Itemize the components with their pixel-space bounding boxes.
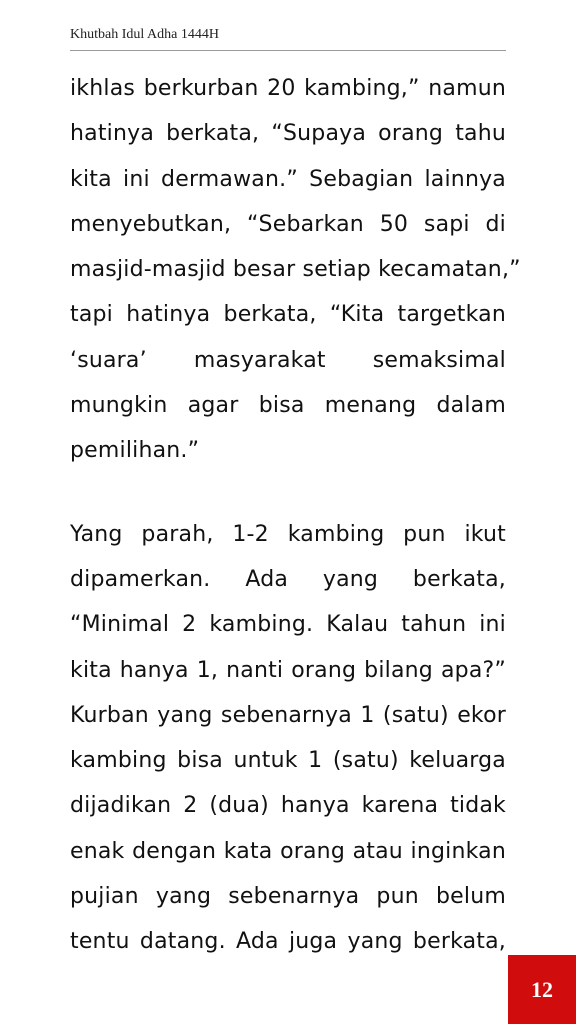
running-header-title: Khutbah Idul Adha 1444H bbox=[70, 27, 219, 42]
text-line: enak dengan kata orang atau inginkan bbox=[70, 838, 506, 864]
text-line: masjid-masjid besar setiap kecamatan,” bbox=[70, 257, 521, 283]
text-line: dijadikan 2 (dua) hanya karena tidak bbox=[70, 793, 506, 819]
running-header bbox=[70, 26, 506, 51]
text-line: Kurban yang sebenarnya 1 (satu) ekor bbox=[70, 702, 506, 728]
paragraph bbox=[70, 66, 521, 474]
text-line: kita hanya 1, nanti orang bilang apa?” bbox=[70, 657, 506, 683]
body-text bbox=[70, 66, 521, 965]
text-line: ikhlas berkurban 20 kambing,” namun bbox=[70, 76, 506, 101]
text-line: pemilihan.” bbox=[70, 438, 200, 464]
text-line: hatinya berkata, “Supaya orang tahu bbox=[70, 121, 506, 147]
text-line: kambing bisa untuk 1 (satu) keluarga bbox=[70, 748, 506, 774]
page-number: 12 bbox=[531, 976, 553, 1002]
text-line: kita ini dermawan.” Sebagian lainnya bbox=[70, 166, 506, 192]
text-line: tapi hatinya berkata, “Kita targetkan bbox=[70, 302, 506, 328]
text-line: menyebutkan, “Sebarkan 50 sapi di bbox=[70, 211, 506, 237]
text-line: mungkin agar bisa menang dalam bbox=[70, 393, 506, 419]
page-number-badge bbox=[508, 955, 576, 1024]
paragraph bbox=[70, 512, 506, 965]
text-line: pujian yang sebenarnya pun belum bbox=[70, 884, 506, 910]
text-line: tentu datang. Ada juga yang berkata, bbox=[70, 929, 506, 955]
text-line: “Minimal 2 kambing. Kalau tahun ini bbox=[70, 612, 506, 638]
text-line: Yang parah, 1-2 kambing pun ikut bbox=[70, 521, 506, 547]
text-line: dipamerkan. Ada yang berkata, bbox=[70, 566, 506, 592]
text-line: ‘suara’ masyarakat semaksimal bbox=[70, 347, 506, 373]
